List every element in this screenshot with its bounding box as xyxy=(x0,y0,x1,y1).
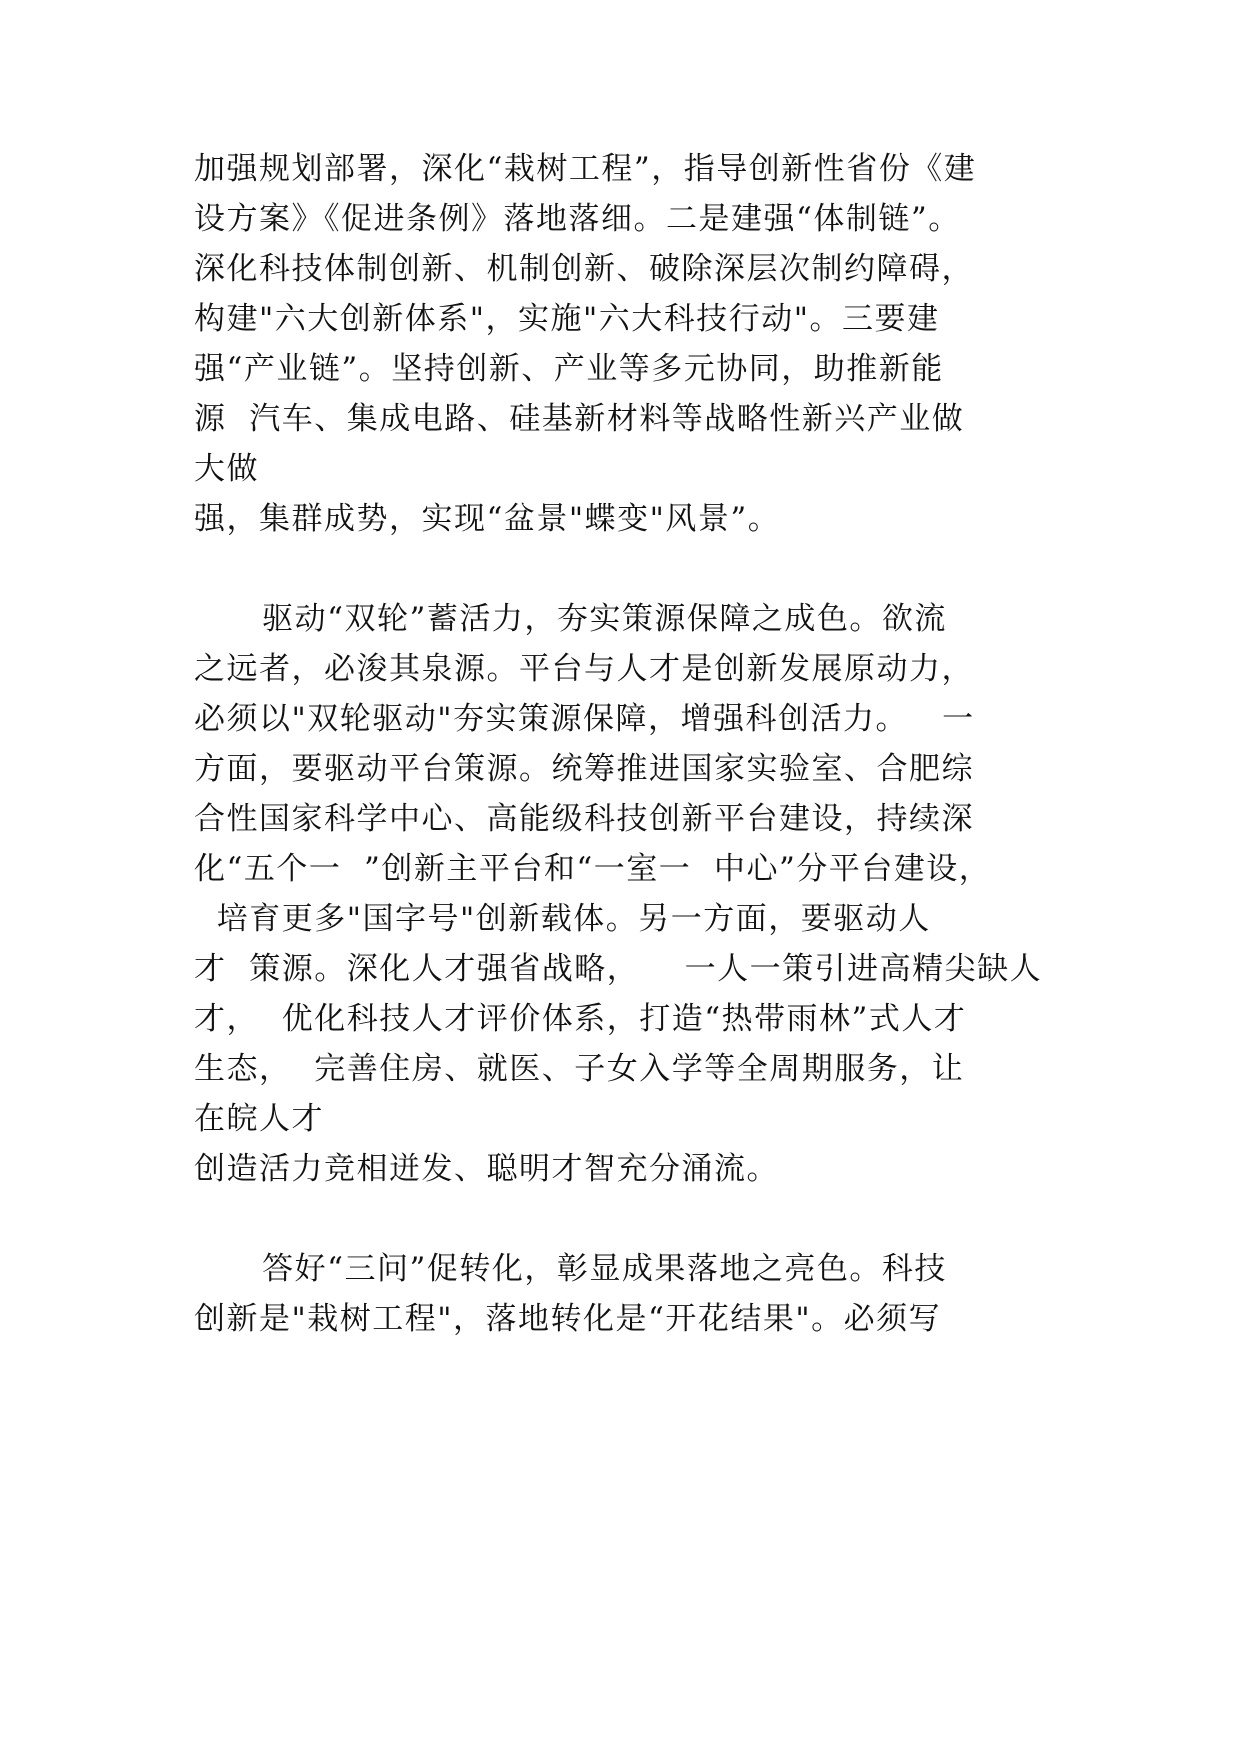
text-line: 之远者，必浚其泉源。平台与人才是创新发展原动力， xyxy=(194,651,974,687)
text-line: 才 策源。深化人才强省战略， 一人一策引进高精尖缺人 xyxy=(194,951,1043,987)
text-line: 深化科技体制创新、机制创新、破除深层次制约障碍， xyxy=(194,251,974,287)
text-line: 源 汽车、集成电路、硅基新材料等战略性新兴产业做 xyxy=(194,401,965,437)
text-line: 在皖人才 xyxy=(194,1101,324,1137)
text-line: 培育更多"国字号"创新载体。另一方面，要驱动人 xyxy=(194,901,931,937)
text-line: 构建"六大创新体系"，实施"六大科技行动"。三要建 xyxy=(194,301,940,337)
text-line: 创新是"栽树工程"，落地转化是“开花结果"。必须写 xyxy=(194,1301,942,1337)
text-line: 答好“三问”促转化，彰显成果落地之亮色。科技 xyxy=(194,1251,947,1287)
text-line: 设方案》《促进条例》落地落细。二是建强“体制链”。 xyxy=(194,201,961,237)
text-line: 强“产业链”。坚持创新、产业等多元协同，助推新能 xyxy=(194,351,944,387)
text-line: 方面，要驱动平台策源。统筹推进国家实验室、合肥综 xyxy=(194,751,974,787)
text-line: 驱动“双轮”蓄活力，夯实策源保障之成色。欲流 xyxy=(194,601,947,637)
text-line: 大做 xyxy=(194,451,259,487)
text-line: 生态， 完善住房、就医、子女入学等全周期服务，让 xyxy=(194,1051,965,1087)
text-line: 才， 优化科技人才评价体系，打造“热带雨林”式人才 xyxy=(194,1001,967,1037)
text-line: 必须以"双轮驱动"夯实策源保障，增强科创活力。 一 xyxy=(194,701,975,737)
text-line: 加强规划部署，深化“栽树工程”，指导创新性省份《建 xyxy=(194,151,977,187)
text-line: 创造活力竞相迸发、聪明才智充分涌流。 xyxy=(194,1151,779,1187)
text-line: 强，集群成势，实现“盆景"蝶变"风景”。 xyxy=(194,501,781,537)
text-line: 合性国家科学中心、高能级科技创新平台建设，持续深 xyxy=(194,801,974,837)
text-line: 化“五个一 ”创新主平台和“一室一 中心”分平台建设， xyxy=(194,851,992,887)
